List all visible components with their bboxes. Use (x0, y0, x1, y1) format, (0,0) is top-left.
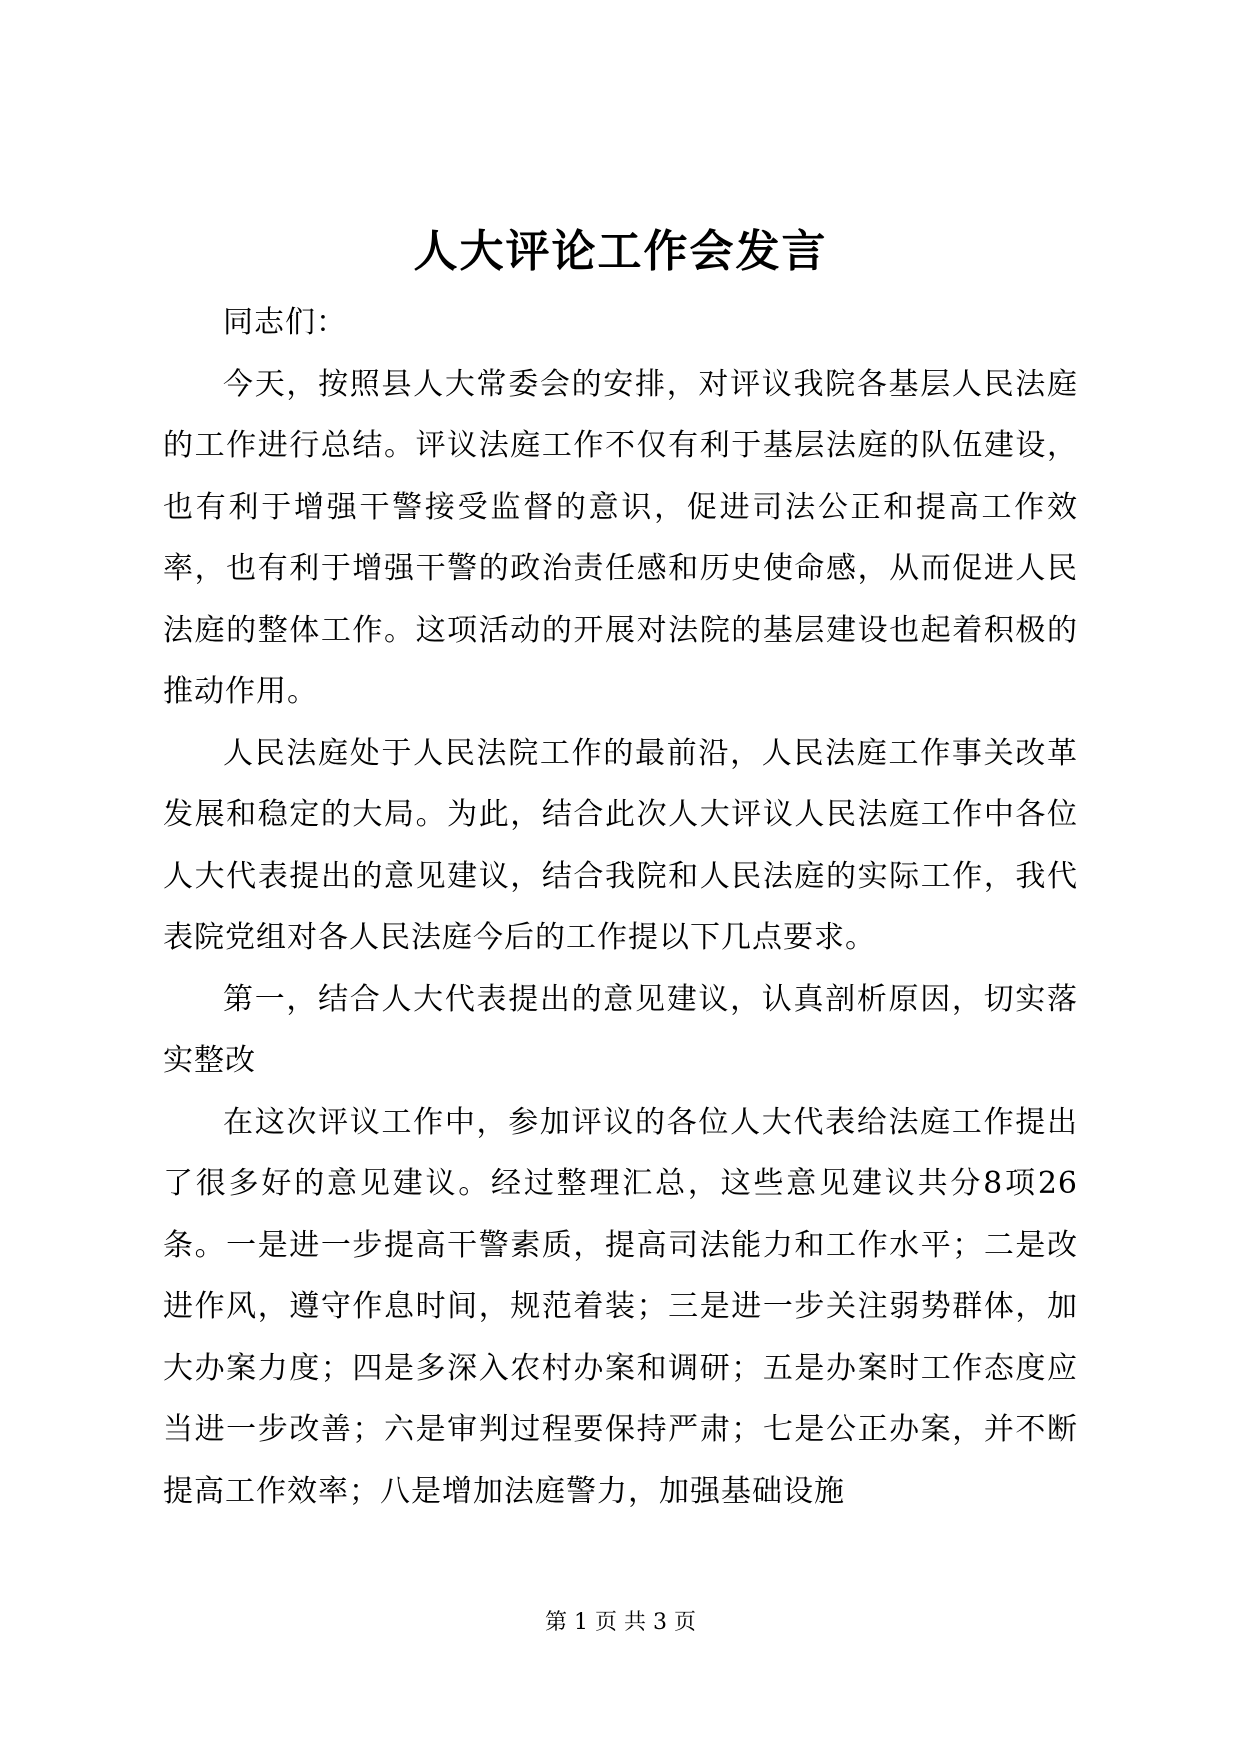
paragraph-greeting: 同志们： (223, 305, 347, 340)
paragraph-heading: 第一，结合人大代表提出的意见建议，认真剖析原因，切实落实整改 (163, 981, 1078, 1078)
document-title: 人大评论工作会发言 (413, 226, 828, 277)
paragraph: 人民法庭处于人民法院工作的最前沿，人民法庭工作事关改革发展和稳定的大局。为此，结合此次人大评议人民法庭工作中各位人大代表提出的意见建议，结合我院和人民法庭的实际工作，我代表院党组对各人民法庭今后的工作提以下几点要求。 (163, 735, 1078, 955)
page-number-label: 第 1 页 共 3 页 (545, 1610, 696, 1635)
document-body (163, 292, 1078, 1522)
paragraph: 在这次评议工作中，参加评议的各位人大代表给法庭工作提出了很多好的意见建议。经过整理汇总，这些意见建议共分8项26条。一是进一步提高干警素质，提高司法能力和工作水平；二是改进作风，遵守作息时间，规范着装；三是进一步关注弱势群体，加大办案力度；四是多深入农村办案和调研；五是办案时工作态度应当进一步改善；六是审判过程要保持严肃；七是公正办案，并不断提高工作效率；八是增加法庭警力，加强基础设施 (163, 1104, 1078, 1509)
paragraph: 今天，按照县人大常委会的安排，对评议我院各基层人民法庭的工作进行总结。评议法庭工作不仅有利于基层法庭的队伍建设，也有利于增强干警接受监督的意识，促进司法公正和提高工作效率，也有利于增强干警的政治责任感和历史使命感，从而促进人民法庭的整体工作。这项活动的开展对法院的基层建设也起着积极的推动作用。 (163, 366, 1078, 709)
page-footer (0, 1608, 1241, 1638)
